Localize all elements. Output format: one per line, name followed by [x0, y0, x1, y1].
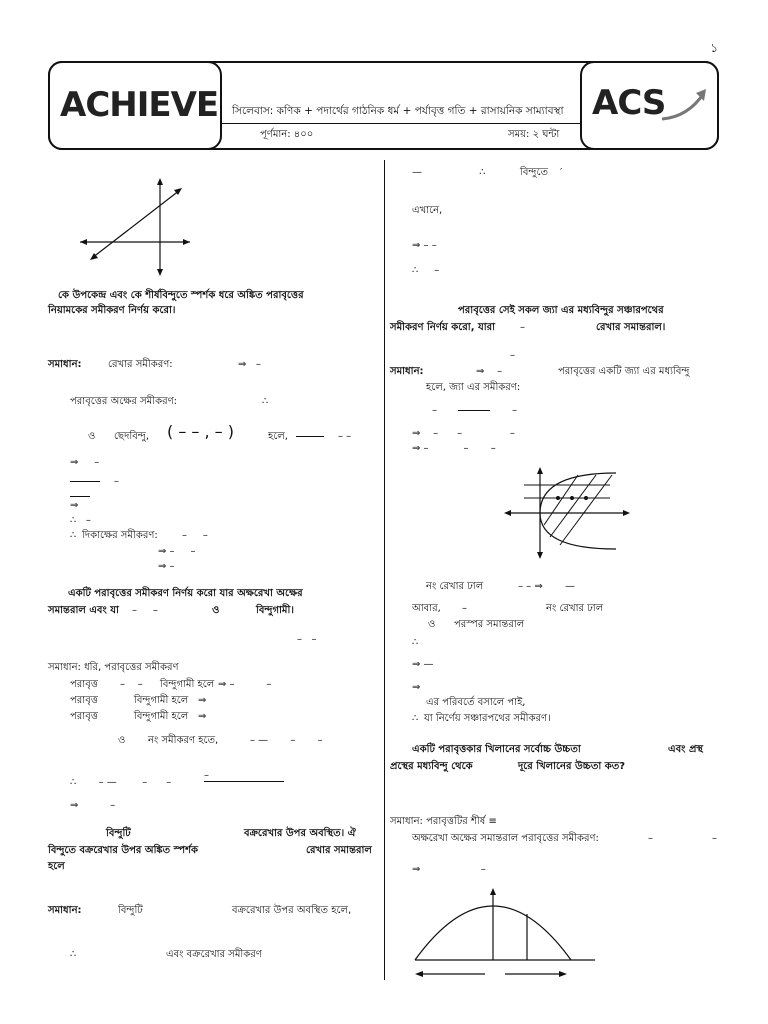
and-text: ও	[88, 431, 96, 442]
therefore-sym: ∴	[412, 713, 419, 724]
midpoint-text: পরাবৃত্তের একটি জ্যা এর মধ্যবিন্দু	[558, 366, 690, 377]
question-4: পরাবৃত্তের সেই সকল জ্যা এর মধ্যবিন্দুর সঞ্চারপথের	[458, 305, 664, 316]
parallel-text: পরস্পর সমান্তরাল	[454, 619, 525, 630]
exam-time: সময়: ২ ঘন্টা	[508, 129, 560, 140]
implies-sym: ⇒ –	[476, 366, 503, 377]
implies-sym: ⇒ – –	[218, 679, 272, 690]
curve-equation-label: এবং বক্ররেখার সমীকরণ	[166, 949, 262, 960]
fraction-bar	[70, 496, 90, 497]
question-4-end: রেখার সমান্তরাল।	[596, 322, 666, 333]
step-implies-r6: ⇒ –	[412, 864, 486, 875]
on-curve-text: বক্ররেখার উপর অবস্থিত হলে,	[232, 905, 352, 916]
dash-line: — ∴	[412, 167, 486, 178]
step-implies-2: ⇒	[70, 500, 79, 511]
therefore-line: ∴ – — – –	[70, 777, 172, 788]
question-3a: বিন্দুটি	[106, 828, 131, 839]
minus-sign: –	[432, 405, 437, 416]
minus-signs: – –	[338, 431, 352, 442]
parabola-chords-figure	[500, 465, 632, 560]
step-implies-r4: ⇒ —	[412, 659, 434, 670]
achieve-logo	[48, 61, 222, 150]
question-5b: এবং প্রস্থ	[668, 744, 704, 755]
minus-sign: –	[510, 350, 515, 361]
question-1-cont: নিয়ামকের সমীকরণ নির্ণয় করো।	[48, 305, 176, 316]
passes-through-2: বিন্দুগামী হলে	[134, 695, 189, 706]
parabola-axis-text: অক্ষরেখা অক্ষের সমান্তরাল পরাবৃত্তের সমীকরণ:	[412, 833, 599, 844]
achieve-logo-text: ACHIEVE	[60, 85, 219, 125]
acs-logo	[580, 61, 719, 150]
question-5d: দূরে খিলানের উচ্চতা কত?	[518, 761, 625, 772]
step-implies-r2: ⇒ – – –	[412, 428, 515, 439]
step-implies-r3: ⇒ – – –	[412, 443, 496, 454]
here-text: এখানে,	[412, 205, 443, 216]
solution-label: সমাধান:	[48, 359, 82, 370]
question-1: কে উপকেন্দ্র এবং কে শীর্ষবিন্দুতে স্পর্শক ধরে অঙ্কিত পরাবৃত্তের	[58, 290, 304, 301]
parabola-text: পরাবৃত্ত	[70, 695, 98, 706]
question-2-cont: সমান্তরাল এবং যা	[48, 605, 119, 616]
step-implies-5: ⇒ –	[70, 800, 116, 811]
passes-through-3: বিন্দুগামী হলে	[134, 711, 189, 722]
minus-signs: – –	[297, 634, 317, 645]
minus-signs: – — – –	[250, 735, 323, 746]
fraction-bar	[458, 410, 490, 411]
solution-label-4: সমাধান:	[390, 366, 424, 377]
point-text: বিন্দুটি	[118, 905, 143, 916]
parabola-text: পরাবৃত্ত	[70, 711, 98, 722]
minus-sign: –	[520, 322, 525, 333]
solution-5: সমাধান: পরাবৃত্তটির শীর্ষ ≡	[390, 816, 497, 827]
column-divider	[384, 160, 385, 980]
step-implies-r1: ⇒ – –	[412, 240, 437, 251]
prime-mark: ′	[560, 167, 563, 178]
chord-equation: হলে, জ্যা এর সমীকরণ:	[426, 382, 521, 393]
from-equation: নং সমীকরণ হতে,	[148, 735, 219, 746]
step-implies-3: ⇒ – –	[158, 546, 196, 557]
fraction-bar	[296, 436, 324, 437]
question-5c: প্রস্থের মধ্যবিন্দু থেকে	[390, 761, 473, 772]
at-point-text: বিন্দুতে	[520, 167, 548, 178]
implies-sym: – – ⇒ —	[518, 581, 575, 592]
minus-sign: –	[462, 603, 467, 614]
implies-sym: ⇒ –	[238, 359, 261, 370]
directrix-label: দিকাক্ষের সমীকরণ:	[82, 530, 158, 541]
therefore-sym-2: ∴	[70, 530, 77, 541]
then-text: হলে,	[268, 431, 288, 442]
question-2: একটি পরাবৃত্তের সমীকরণ নির্ণয় করো যার অক্ষরেখা অক্ষের	[68, 588, 303, 599]
therefore-sym: ∴	[412, 637, 419, 648]
step-implies-4: ⇒ –	[158, 561, 175, 572]
step-implies-1: ⇒ –	[70, 457, 100, 468]
axis-equation-label: পরাবৃত্তের অক্ষের সমীকরণ:	[70, 396, 177, 407]
fraction-bar	[204, 781, 284, 782]
step-therefore: ∴ –	[70, 515, 91, 526]
substitution-text: এর পরিবর্তে বসালে পাই,	[426, 697, 526, 708]
minus-sign: –	[648, 833, 653, 844]
minus-sign: –	[204, 770, 209, 781]
intersection-label: ছেদবিন্দু,	[114, 431, 149, 442]
arrow-swoosh-icon	[660, 85, 710, 125]
again-text: আবার,	[412, 603, 441, 614]
intersection-point: ( – – , – )	[167, 422, 234, 441]
question-3d: রেখার সমান্তরাল	[306, 845, 372, 856]
question-3b: বক্ররেখার উপর অবস্থিত। ঐ	[244, 828, 356, 839]
therefore-sym: ∴	[70, 949, 77, 960]
header-divider	[222, 123, 582, 124]
implies-sym: ⇒	[198, 711, 207, 722]
implies-sym: ⇒	[198, 695, 207, 706]
question-2-end: বিন্দুগামী।	[256, 605, 294, 616]
and-text: ও	[212, 605, 220, 616]
slope-text-2: নং রেখার ঢাল	[546, 603, 604, 614]
minus-signs: – –	[120, 679, 143, 690]
and-text: ও	[118, 735, 126, 746]
minus-signs: – –	[132, 605, 158, 616]
slope-text-1: নং রেখার ঢাল	[426, 581, 484, 592]
minus-sign: –	[114, 476, 119, 487]
minus-sign: –	[712, 833, 717, 844]
exam-header	[48, 61, 719, 150]
question-3e: হলে	[48, 861, 65, 872]
and-symbol: ও	[428, 619, 436, 630]
solution-2: সমাধান: ধরি, পরাবৃত্তের সমীকরণ	[48, 662, 179, 673]
question-5a: একটি পরাবৃত্তকার খিলানের সর্বোচ্চ উচ্চতা	[412, 744, 581, 755]
full-marks: পূর্ণমান: ৪০০	[260, 129, 314, 140]
fraction-bar	[70, 481, 100, 482]
step-implies-r5: ⇒	[412, 682, 421, 693]
step-therefore-r: ∴ –	[412, 265, 440, 276]
acs-logo-text: ACS	[592, 83, 666, 123]
locus-result: যা নির্ণেয় সঞ্চারপথের সমীকরণ।	[424, 713, 551, 724]
question-3c: বিন্দুতে বক্ররেখার উপর অঙ্কিত স্পর্শক	[48, 845, 199, 856]
therefore-sym: ∴	[262, 396, 269, 407]
page-number: ১	[710, 41, 718, 55]
question-4-cont: সমীকরণ নির্ণয় করো, যারা	[390, 322, 496, 333]
syllabus-text: সিলেবাস: কণিক + পদার্থের গাঠনিক ধর্ম + পর্যাবৃত্ত গতি + রাসায়নিক সাম্যাবস্থা	[232, 105, 564, 117]
arch-figure	[405, 880, 605, 980]
minus-sign: –	[512, 405, 517, 416]
minus-signs: – –	[182, 530, 208, 541]
line-graph-figure	[70, 172, 200, 282]
passes-through-1: বিন্দুগামী হলে	[160, 679, 215, 690]
line-equation-label: রেখার সমীকরণ:	[108, 359, 173, 370]
solution-label-3: সমাধান:	[48, 905, 82, 916]
parabola-text: পরাবৃত্ত	[70, 679, 98, 690]
